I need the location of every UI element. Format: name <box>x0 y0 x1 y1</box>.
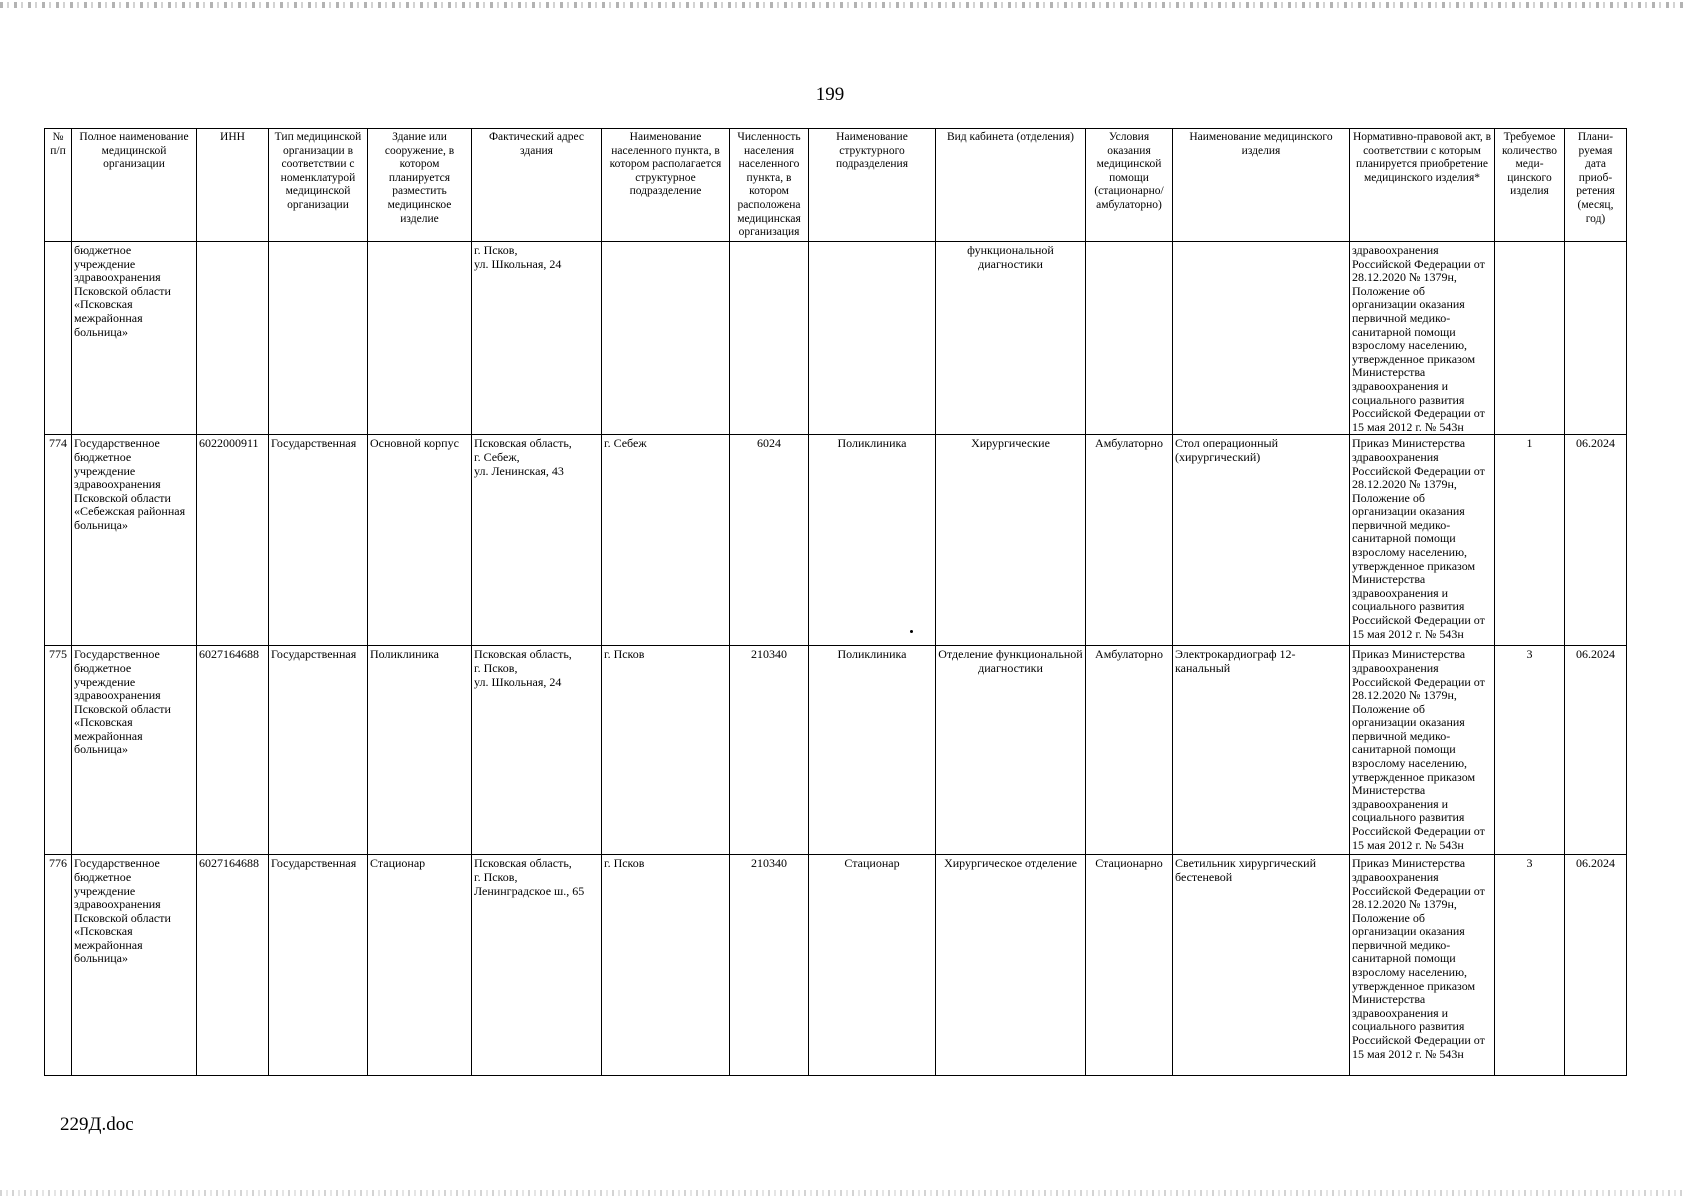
table-row-continuation <box>45 242 1627 435</box>
cell-room: функциональной диагностики <box>936 242 1086 435</box>
table-row-776 <box>45 855 1627 1076</box>
equipment-table <box>44 128 1627 1076</box>
cell-address: Псковская область, г. Псков, Ленинградское ш., 65 <box>472 855 602 1076</box>
col-header-conditions: Условия оказания медицинской помощи (стационарно/ амбулаторно) <box>1086 129 1173 242</box>
page-number: 199 <box>815 84 845 105</box>
col-header-device: Наименование медицинского изделия <box>1173 129 1350 242</box>
col-header-num: № п/п <box>45 129 72 242</box>
col-header-date: Плани- руемая дата приоб- ретения (месяц, год) <box>1565 129 1627 242</box>
cell-unit <box>809 242 936 435</box>
cell-room: Хирургические <box>936 435 1086 646</box>
cell-conditions: Стационарно <box>1086 855 1173 1076</box>
cell-type <box>269 242 368 435</box>
col-header-address: Фактический адрес здания <box>472 129 602 242</box>
cell-type: Государственная <box>269 855 368 1076</box>
cell-act: здравоохранения Российской Федерации от 28.12.2020 № 1379н, Положение об организации оказания первичной медико-санитарной помощи взрослому населению, утвержденное приказом Министерства здравоохранения и социального развития Российской Федерации от 15 мая 2012 г. № 543н <box>1350 242 1495 435</box>
cell-settlement: г. Себеж <box>602 435 730 646</box>
cell-building <box>368 242 472 435</box>
cell-num: 776 <box>45 855 72 1076</box>
cell-date <box>1565 242 1627 435</box>
table-header-row <box>45 129 1627 242</box>
cell-conditions: Амбулаторно <box>1086 646 1173 855</box>
cell-population <box>730 242 809 435</box>
cell-org: Государственное бюджетное учреждение здравоохранения Псковской области «Себежская районная больница» <box>72 435 197 646</box>
cell-date: 06.2024 <box>1565 435 1627 646</box>
cell-population: 6024 <box>730 435 809 646</box>
cell-building: Поликлиника <box>368 646 472 855</box>
cell-inn: 6022000911 <box>197 435 269 646</box>
cell-inn <box>197 242 269 435</box>
cell-building: Стационар <box>368 855 472 1076</box>
cell-qty: 1 <box>1495 435 1565 646</box>
cell-inn: 6027164688 <box>197 855 269 1076</box>
cell-act: Приказ Министерства здравоохранения Российской Федерации от 28.12.2020 № 1379н, Положение об организации оказания первичной медико-санитарной помощи взрослому населению, утвержденное приказом Министерства здравоохранения и социального развития Российской Федерации от 15 мая 2012 г. № 543н <box>1350 646 1495 855</box>
cell-population: 210340 <box>730 855 809 1076</box>
cell-address: Псковская область, г. Псков, ул. Школьная, 24 <box>472 646 602 855</box>
cell-settlement: г. Псков <box>602 646 730 855</box>
cell-room: Отделение функциональной диагностики <box>936 646 1086 855</box>
cell-conditions <box>1086 242 1173 435</box>
cell-qty: 3 <box>1495 646 1565 855</box>
cell-qty <box>1495 242 1565 435</box>
cell-num: 775 <box>45 646 72 855</box>
cell-settlement <box>602 242 730 435</box>
cell-org: Государственное бюджетное учреждение здравоохранения Псковской области «Псковская межрайонная больница» <box>72 855 197 1076</box>
cell-device <box>1173 242 1350 435</box>
cell-conditions: Амбулаторно <box>1086 435 1173 646</box>
scan-speck <box>910 630 913 633</box>
cell-settlement: г. Псков <box>602 855 730 1076</box>
cell-qty: 3 <box>1495 855 1565 1076</box>
cell-device: Электрокардиограф 12-канальный <box>1173 646 1350 855</box>
col-header-inn: ИНН <box>197 129 269 242</box>
col-header-population: Численность населения населенного пункта, в котором расположена медицинская организация <box>730 129 809 242</box>
cell-address: г. Псков, ул. Школьная, 24 <box>472 242 602 435</box>
cell-inn: 6027164688 <box>197 646 269 855</box>
col-header-org: Полное наименование медицинской организации <box>72 129 197 242</box>
cell-act: Приказ Министерства здравоохранения Российской Федерации от 28.12.2020 № 1379н, Положение об организации оказания первичной медико-санитарной помощи взрослому населению, утвержденное приказом Министерства здравоохранения и социального развития Российской Федерации от 15 мая 2012 г. № 543н <box>1350 855 1495 1076</box>
cell-type: Государственная <box>269 646 368 855</box>
file-name: 229Д.doc <box>60 1114 134 1135</box>
cell-building: Основной корпус <box>368 435 472 646</box>
cell-unit: Поликлиника <box>809 435 936 646</box>
cell-room: Хирургическое отделение <box>936 855 1086 1076</box>
cell-address: Псковская область, г. Себеж, ул. Ленинская, 43 <box>472 435 602 646</box>
cell-type: Государственная <box>269 435 368 646</box>
table-row-775 <box>45 646 1627 855</box>
col-header-building: Здание или сооружение, в котором планируется разместить медицинское изделие <box>368 129 472 242</box>
col-header-settlement: Наименование населенного пункта, в котором располагается структурное подразделение <box>602 129 730 242</box>
cell-date: 06.2024 <box>1565 855 1627 1076</box>
cell-device: Светильник хирургический бестеневой <box>1173 855 1350 1076</box>
col-header-qty: Требуемое количество меди- цинского изделия <box>1495 129 1565 242</box>
cell-act: Приказ Министерства здравоохранения Российской Федерации от 28.12.2020 № 1379н, Положение об организации оказания первичной медико-санитарной помощи взрослому населению, утвержденное приказом Министерства здравоохранения и социального развития Российской Федерации от 15 мая 2012 г. № 543н <box>1350 435 1495 646</box>
col-header-room: Вид кабинета (отделения) <box>936 129 1086 242</box>
scan-top-edge <box>0 2 1686 8</box>
cell-device: Стол операционный (хирургический) <box>1173 435 1350 646</box>
table-row-774 <box>45 435 1627 646</box>
cell-unit: Стационар <box>809 855 936 1076</box>
cell-org: бюджетное учреждение здравоохранения Псковской области «Псковская межрайонная больница» <box>72 242 197 435</box>
scan-bottom-edge <box>0 1190 1686 1196</box>
col-header-act: Нормативно-правовой акт, в соответствии с которым планируется приобретение медицинского изделия* <box>1350 129 1495 242</box>
cell-num: 774 <box>45 435 72 646</box>
cell-org: Государственное бюджетное учреждение здравоохранения Псковской области «Псковская межрайонная больница» <box>72 646 197 855</box>
cell-num <box>45 242 72 435</box>
col-header-type: Тип медицинской организации в соответствии с номенклатурой медицинской организации <box>269 129 368 242</box>
cell-date: 06.2024 <box>1565 646 1627 855</box>
cell-population: 210340 <box>730 646 809 855</box>
col-header-unit: Наименование структурного подразделения <box>809 129 936 242</box>
cell-unit: Поликлиника <box>809 646 936 855</box>
